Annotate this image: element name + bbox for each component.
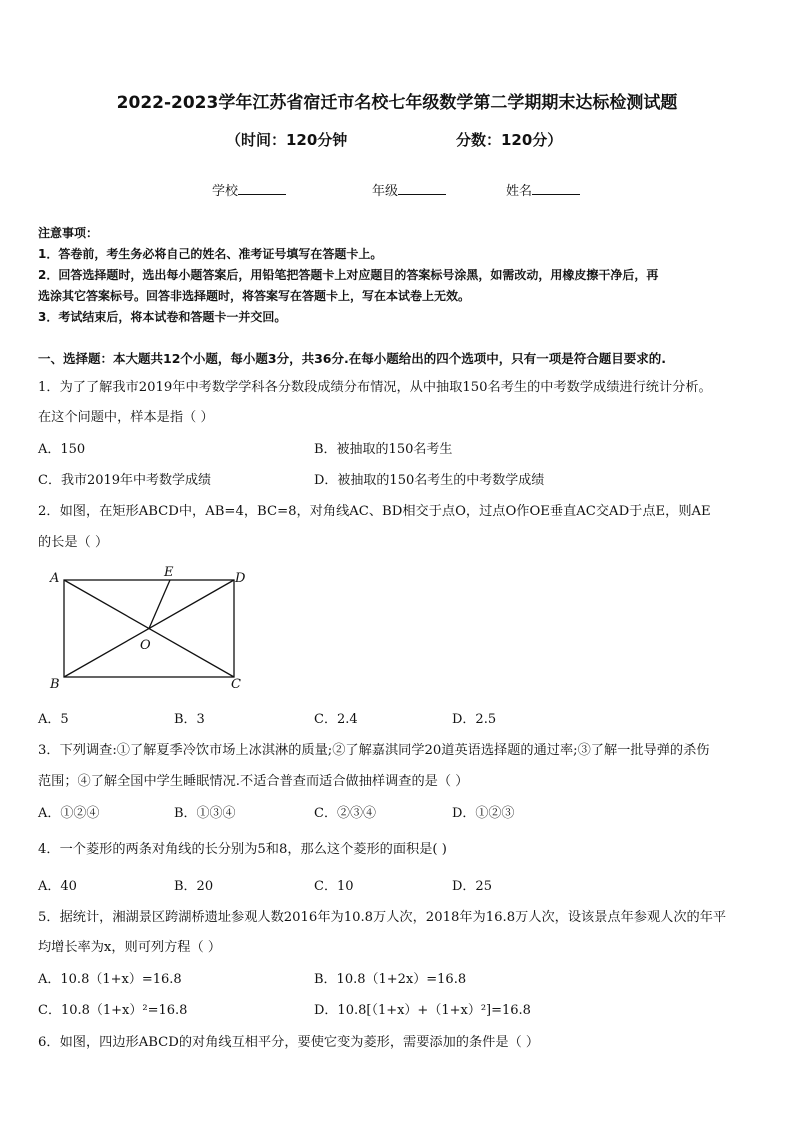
question-text: 5．据统计，湘湖景区跨湖桥遗址参观人数2016年为10.8万人次，2018年为16.8万人次，设该景点年参观人次的年平 (38, 910, 727, 925)
option-c: C．10 (314, 879, 354, 894)
section-heading: 一、选择题：本大题共12个小题，每小题3分，共36分.在每小题给出的四个选项中，只有一项是符合题目要求的. (38, 351, 666, 366)
school-blank (238, 182, 286, 195)
option-b: B．10.8（1+2x）=16.8 (314, 972, 467, 987)
option-a: A．5 (38, 712, 69, 727)
note-line: 3．考试结束后，将本试卷和答题卡一并交回。 (38, 310, 287, 324)
exam-title: 2022-2023学年江苏省宿迁市名校七年级数学第二学期期末达标检测试题 (116, 93, 678, 113)
question-text: 4．一个菱形的两条对角线的长分别为5和8，那么这个菱形的面积是( ) (38, 842, 447, 857)
option-a: A．150 (38, 442, 86, 457)
option-d: D．10.8[（1+x）+（1+x）²]=16.8 (314, 1003, 531, 1018)
note-line: 1．答卷前，考生务必将自己的姓名、准考证号填写在答题卡上。 (38, 247, 383, 261)
school-label: 学校 (212, 184, 239, 199)
label-c: C (231, 677, 241, 692)
grade-label: 年级 (372, 184, 399, 199)
option-b: B．被抽取的150名考生 (314, 442, 453, 457)
exam-score: 分数：120分） (456, 131, 563, 149)
label-e: E (164, 565, 174, 580)
option-d: D．被抽取的150名考生的中考数学成绩 (314, 473, 545, 488)
name-label: 姓名 (506, 184, 533, 199)
question-text: 范围；④了解全国中学生睡眠情况.不适合普查而适合做抽样调查的是（ ） (38, 774, 469, 789)
question-text: 的长是（ ） (38, 535, 109, 550)
question-text: 2．如图，在矩形ABCD中，AB=4，BC=8，对角线AC、BD相交于点O，过点O作OE垂直AC交AD于点E，则AE (38, 504, 711, 519)
note-line: 2．回答选择题时，选出每小题答案后，用铅笔把答题卡上对应题目的答案标号涂黑，如需改动，用橡皮擦干净后，再 (38, 268, 659, 282)
option-b: B．20 (174, 879, 214, 894)
question-text: 3．下列调查:①了解夏季冷饮市场上冰淇淋的质量;②了解嘉淇同学20道英语选择题的通过率;③了解一批导弹的杀伤 (38, 743, 710, 758)
option-c: C．10.8（1+x）²=16.8 (38, 1003, 188, 1018)
option-a: A．10.8（1+x）=16.8 (38, 972, 182, 987)
notes-heading: 注意事项： (38, 226, 99, 240)
question-text: 在这个问题中，样本是指（ ） (38, 410, 214, 425)
option-a: A．①②④ (38, 806, 100, 821)
label-a: A (50, 571, 60, 586)
question-text: 均增长率为x，则可列方程（ ） (38, 940, 222, 955)
option-c: C．2.4 (314, 712, 358, 727)
option-d: D．①②③ (452, 806, 515, 821)
segment-oe (149, 580, 170, 629)
option-a: A．40 (38, 879, 77, 894)
grade-blank (398, 182, 446, 195)
option-c: C．②③④ (314, 806, 376, 821)
option-d: D．25 (452, 879, 492, 894)
label-b: B (50, 677, 60, 692)
option-b: B．①③④ (174, 806, 236, 821)
exam-time: （时间：120分钟 (226, 131, 348, 149)
label-o: O (140, 638, 151, 653)
label-d: D (235, 571, 246, 586)
option-d: D．2.5 (452, 712, 497, 727)
rectangle-figure (44, 560, 259, 695)
grade-field (372, 180, 446, 199)
note-line: 选涂其它答案标号。回答非选择题时，将答案写在答题卡上，写在本试卷上无效。 (38, 289, 471, 303)
name-field (506, 180, 580, 199)
option-c: C．我市2019年中考数学成绩 (38, 473, 212, 488)
question-text: 6．如图，四边形ABCD的对角线互相平分，要使它变为菱形，需要添加的条件是（ ） (38, 1035, 540, 1050)
option-b: B．3 (174, 712, 205, 727)
name-blank (532, 182, 580, 195)
question-text: 1．为了了解我市2019年中考数学学科各分数段成绩分布情况，从中抽取150名考生的中考数学成绩进行统计分析。 (38, 380, 712, 395)
school-field (212, 180, 286, 199)
